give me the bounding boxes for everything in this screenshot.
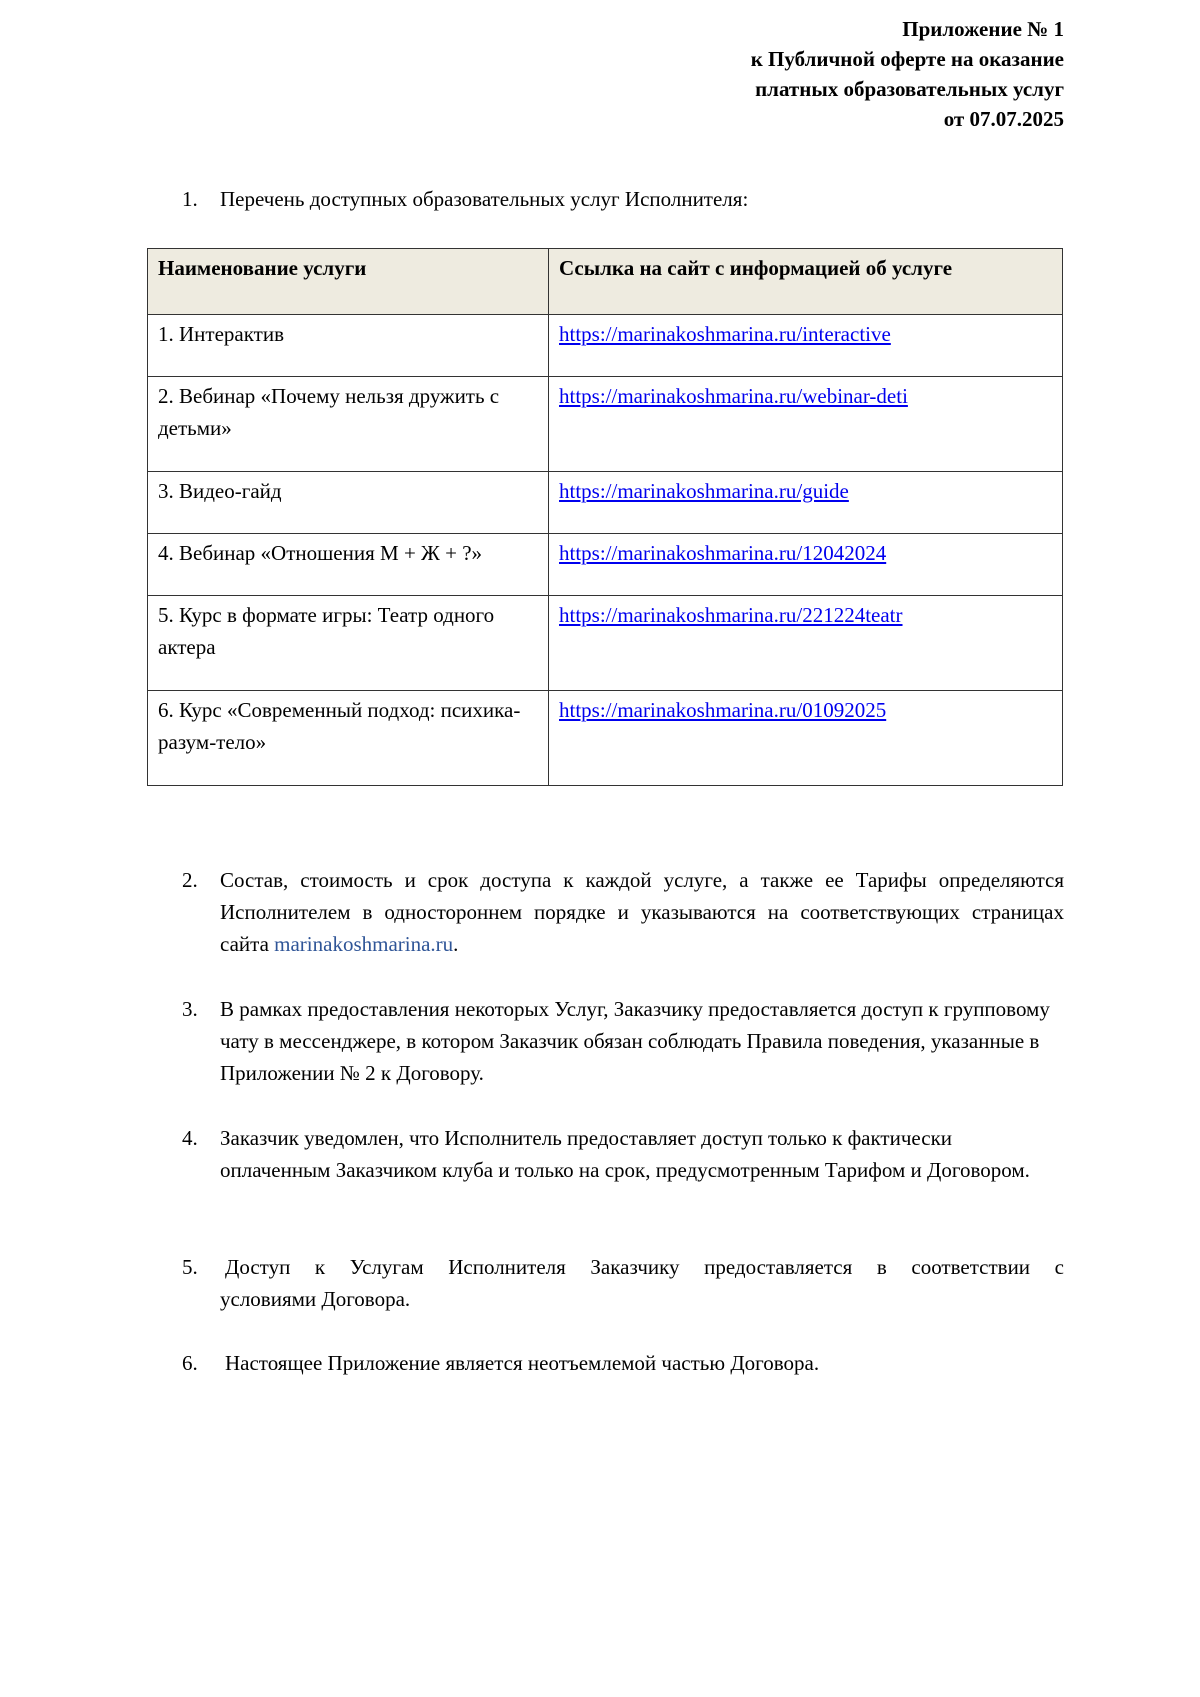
list-item-2 xyxy=(182,864,1064,960)
list-item-text-part: . xyxy=(453,932,459,956)
list-item-text: Заказчик уведомлен, что Исполнитель предоставляет доступ только к фактически оплаченным Заказчиком клуба и только на срок, предусмотренным Тарифом и Договором. xyxy=(220,1126,1030,1182)
service-link-cell xyxy=(549,534,1063,596)
table-row xyxy=(148,534,1063,596)
service-link[interactable]: https://marinakoshmarina.ru/interactive xyxy=(559,322,891,346)
table-row xyxy=(148,315,1063,377)
list-item-text: Настоящее Приложение является неотъемлемой частью Договора. xyxy=(225,1351,820,1375)
service-link-cell xyxy=(549,691,1063,786)
service-name: 5. Курс в формате игры: Театр одного актера xyxy=(148,596,549,691)
column-header-link: Ссылка на сайт с информацией об услуге xyxy=(549,249,1063,315)
appendix-header xyxy=(751,14,1064,134)
list-item-6 xyxy=(182,1347,1064,1379)
appendix-title: Приложение № 1 xyxy=(902,17,1064,41)
list-number: 4. xyxy=(182,1126,198,1150)
list-item-text: В рамках предоставления некоторых Услуг, Заказчику предоставляется доступ к групповому чату в мессенджере, в котором Заказчик обязан соблюдать Правила поведения, указанные в Приложении № 2 к Договору. xyxy=(220,997,1050,1085)
site-reference-link[interactable]: marinakoshmarina.ru xyxy=(274,932,454,956)
list-number: 3. xyxy=(182,997,198,1021)
list-item-text: Доступ к Услугам Исполнителя Заказчику предоставляется в соответствии с xyxy=(225,1255,1064,1279)
list-number: 2. xyxy=(182,868,198,892)
service-link[interactable]: https://marinakoshmarina.ru/webinar-deti xyxy=(559,384,908,408)
appendix-date: от 07.07.2025 xyxy=(943,107,1064,131)
service-name: 3. Видео-гайд xyxy=(148,472,549,534)
list-number: 5. xyxy=(182,1255,198,1279)
list-item-text-continued: условиями Договора. xyxy=(220,1287,411,1311)
service-link-cell xyxy=(549,377,1063,472)
list-number: 1. xyxy=(182,187,198,211)
service-name: 1. Интерактив xyxy=(148,315,549,377)
table-row xyxy=(148,691,1063,786)
appendix-subtitle-1: к Публичной оферте на оказание xyxy=(750,47,1064,71)
service-link[interactable]: https://marinakoshmarina.ru/12042024 xyxy=(559,541,887,565)
service-link-cell xyxy=(549,315,1063,377)
table-row xyxy=(148,472,1063,534)
list-item-text-part: Состав, стоимость и срок доступа к каждой услуге, а также ее Тарифы определяются Исполнителем в одностороннем порядке и указываются на соответствующих страницах сайта xyxy=(220,868,1064,956)
table-row xyxy=(148,377,1063,472)
list-item-4 xyxy=(182,1122,1064,1186)
list-item-1 xyxy=(182,183,1064,215)
list-item-3 xyxy=(182,993,1064,1089)
appendix-subtitle-2: платных образовательных услуг xyxy=(755,77,1064,101)
service-link[interactable]: https://marinakoshmarina.ru/01092025 xyxy=(559,698,887,722)
service-link-cell xyxy=(549,596,1063,691)
service-link[interactable]: https://marinakoshmarina.ru/221224teatr xyxy=(559,603,903,627)
list-item-text: Перечень доступных образовательных услуг Исполнителя: xyxy=(220,187,749,211)
list-item-5 xyxy=(182,1251,1064,1315)
service-link-cell xyxy=(549,472,1063,534)
table-row xyxy=(148,596,1063,691)
column-header-service-name: Наименование услуги xyxy=(148,249,549,315)
services-table xyxy=(147,248,1063,786)
service-name: 4. Вебинар «Отношения М + Ж + ?» xyxy=(148,534,549,596)
list-number: 6. xyxy=(182,1351,198,1375)
table-header-row xyxy=(148,249,1063,315)
service-name: 2. Вебинар «Почему нельзя дружить с детьми» xyxy=(148,377,549,472)
service-name: 6. Курс «Современный подход: психика-разум-тело» xyxy=(148,691,549,786)
service-link[interactable]: https://marinakoshmarina.ru/guide xyxy=(559,479,849,503)
list-item-text xyxy=(220,864,1064,960)
